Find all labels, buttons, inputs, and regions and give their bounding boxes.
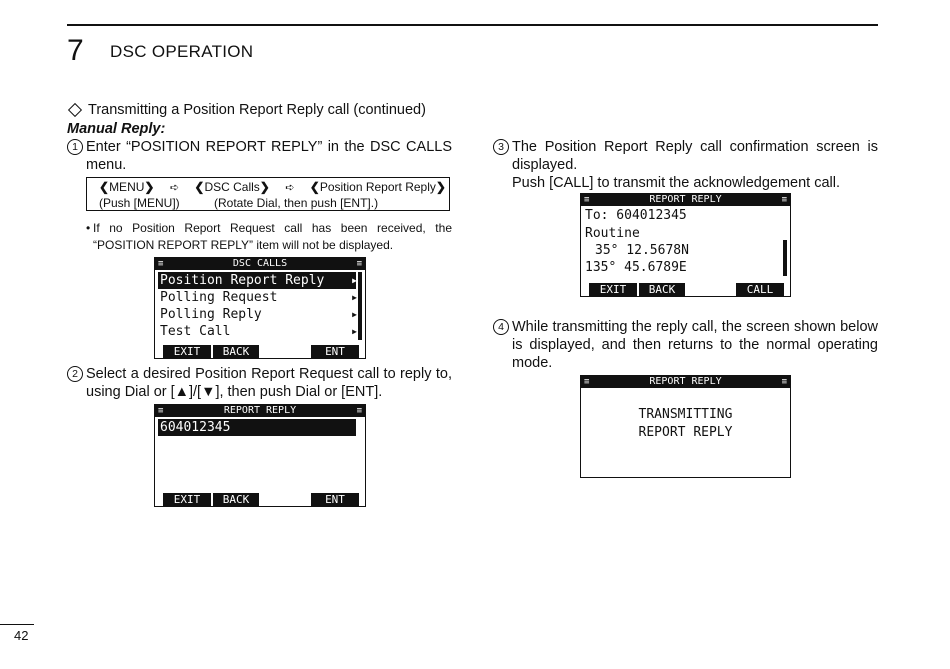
menu-icon: ≡ xyxy=(356,259,362,269)
menu-item-position-report-reply[interactable]: Position Report Reply xyxy=(158,272,356,289)
softkey-ent[interactable]: ENT xyxy=(311,345,359,358)
menu-key: MENU xyxy=(109,180,145,194)
menu-icon: ≡ xyxy=(158,406,164,416)
menu-path-row: ❮MENU❯ ➪ ❮DSC Calls❯ ➪ ❮Position Report Reply❯ xyxy=(99,180,446,194)
menu-icon: ≡ xyxy=(781,195,787,205)
submenu-arrow-icon: ▶ xyxy=(352,276,357,285)
menu-item-polling-reply[interactable]: Polling Reply xyxy=(160,307,262,322)
softkey-back[interactable]: BACK xyxy=(213,493,259,506)
step-number: 2 xyxy=(67,366,83,382)
softkey-exit[interactable]: EXIT xyxy=(589,283,637,296)
softkey-ent[interactable]: ENT xyxy=(311,493,359,506)
section-subheading xyxy=(67,102,426,118)
page-number-rule xyxy=(0,624,34,625)
lcd-title: REPORT REPLY xyxy=(649,376,722,387)
confirm-latitude-line: 35° 12.5678N xyxy=(595,243,689,258)
step-text: Select a desired Position Report Request call to reply to, using Dial or [▲]/[▼], then push Dial or [ENT]. xyxy=(86,366,452,400)
step-text-2: Push [CALL] to transmit the acknowledgement call. xyxy=(512,175,841,191)
list-item-mmsi[interactable]: 604012345 xyxy=(158,419,356,436)
menu-icon: ≡ xyxy=(356,406,362,416)
lcd-title: REPORT REPLY xyxy=(223,405,297,416)
menu-icon: ≡ xyxy=(584,195,590,205)
step-number: 3 xyxy=(493,139,509,155)
confirm-to-line: To: 604012345 xyxy=(585,208,687,223)
lcd-transmitting xyxy=(580,375,791,478)
note xyxy=(86,220,452,254)
lcd-header xyxy=(155,258,365,270)
arrow-icon: ➪ xyxy=(285,182,295,194)
lcd-title: DSC CALLS xyxy=(232,258,288,269)
position-report-reply-item: Position Report Reply xyxy=(319,180,436,194)
scrollbar[interactable] xyxy=(783,240,787,276)
transmitting-line-1: TRANSMITTING xyxy=(638,407,733,422)
chapter-title: DSC OPERATION xyxy=(110,42,254,61)
menu-path-box xyxy=(86,177,450,211)
chapter-number: 7 xyxy=(67,34,84,67)
lcd-report-reply-list xyxy=(154,404,366,507)
step-number: 1 xyxy=(67,139,83,155)
confirm-category-line: Routine xyxy=(585,226,640,241)
lcd-report-reply-confirm xyxy=(580,193,791,297)
page-number: 42 xyxy=(14,628,29,643)
step-3 xyxy=(493,138,878,192)
top-rule xyxy=(67,24,878,26)
submenu-arrow-icon: ▶ xyxy=(352,327,357,336)
step-text: While transmitting the reply call, the screen shown below is displayed, and then returns to the normal operating mode. xyxy=(512,319,878,371)
submenu-arrow-icon: ▶ xyxy=(352,310,357,319)
lcd-header xyxy=(155,405,365,417)
step-text: Enter “POSITION REPORT REPLY” in the DSC CALLS menu. xyxy=(86,139,452,173)
submenu-arrow-icon: ▶ xyxy=(352,293,357,302)
menu-item-test-call[interactable]: Test Call xyxy=(160,324,231,339)
arrow-icon: ➪ xyxy=(169,182,180,194)
subheading-text: Transmitting a Position Report Reply call (continued) xyxy=(88,102,426,118)
softkey-back[interactable]: BACK xyxy=(639,283,685,296)
softkey-back[interactable]: BACK xyxy=(213,345,259,358)
step-text: The Position Report Reply call confirmation screen is displayed. xyxy=(512,139,878,173)
bullet-icon: • xyxy=(86,221,91,235)
scrollbar[interactable] xyxy=(358,272,362,340)
menu-icon: ≡ xyxy=(781,377,787,387)
lcd-header xyxy=(581,194,790,206)
menu-item-polling-request[interactable]: Polling Request xyxy=(160,290,278,305)
transmitting-line-2: REPORT REPLY xyxy=(638,425,733,440)
confirm-longitude-line: 135° 45.6789E xyxy=(585,260,687,275)
lcd-title: REPORT REPLY xyxy=(649,194,722,205)
note-text: If no Position Report Request call has been received, the “POSITION REPORT REPLY” item will not be displayed. xyxy=(93,221,452,252)
rotate-dial-text: (Rotate Dial, then push [ENT].) xyxy=(214,196,379,210)
softkey-exit[interactable]: EXIT xyxy=(163,493,211,506)
dsc-calls-item: DSC Calls xyxy=(204,180,260,194)
manual-reply-heading: Manual Reply: xyxy=(67,121,166,137)
menu-icon: ≡ xyxy=(584,377,590,387)
lcd-dsc-calls xyxy=(154,257,366,359)
step-number: 4 xyxy=(493,319,509,335)
softkey-call[interactable]: CALL xyxy=(736,283,784,296)
push-menu-text: (Push [MENU]) xyxy=(99,196,180,210)
menu-icon: ≡ xyxy=(158,259,164,269)
step-1 xyxy=(67,138,452,174)
step-2 xyxy=(67,365,452,401)
lcd-header xyxy=(581,376,790,388)
step-4 xyxy=(493,318,878,372)
softkey-exit[interactable]: EXIT xyxy=(163,345,211,358)
diamond-icon xyxy=(68,103,82,117)
